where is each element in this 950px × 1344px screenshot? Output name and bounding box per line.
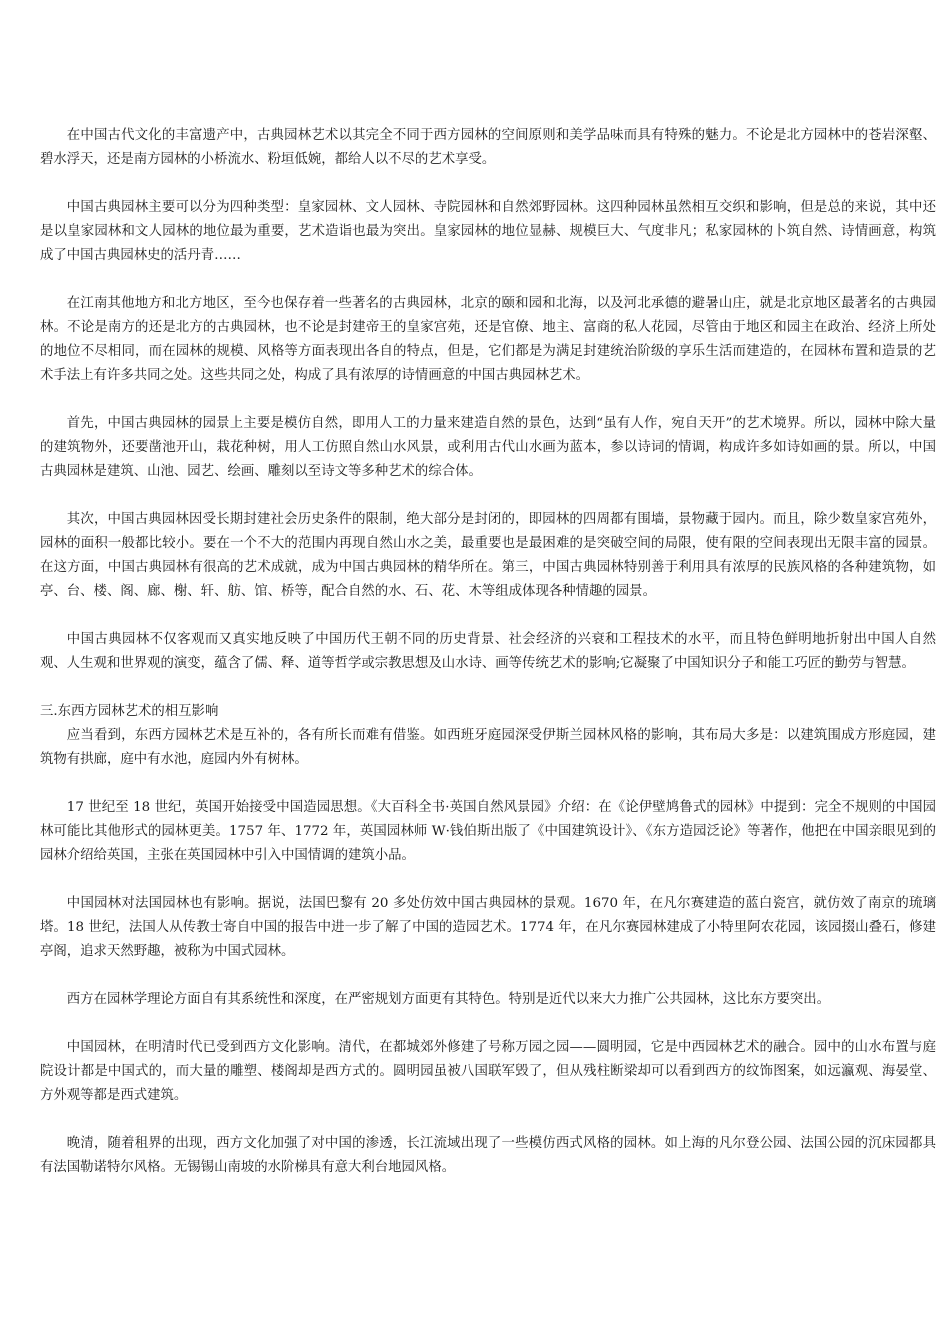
paragraph-enclosed-space: 其次，中国古典园林因受长期封建社会历史条件的限制，绝大部分是封闭的，即园林的四周都有围墙，景物藏于园内。而且，除少数皇家宫苑外，园林的面积一般都比较小。要在一个不大的范围内再现自然山水之美，最重要也是最困难的是突破空间的局限，使有限的空间表现出无限丰富的园景。在这方面，中国古典园林有很高的艺术成就，成为中国古典园林的精华所在。第三，中国古典园林特别善于利用具有浓厚的民族风格的各种建筑物，如亭、台、楼、阁、廊、榭、轩、舫、馆、桥等，配合自然的水、石、花、木等组成体现各种情趣的园景。	[40, 512, 936, 599]
document-body	[40, 124, 936, 1204]
paragraph-reflection: 中国古典园林不仅客观而又真实地反映了中国历代王朝不同的历史背景、社会经济的兴衰和工程技术的水平，而且特色鲜明地折射出中国人自然观、人生观和世界观的演变，蕴含了儒、释、道等哲学或宗教思想及山水诗、画等传统艺术的影响;它凝聚了中国知识分子和能工巧匠的勤劳与智慧。	[40, 632, 936, 671]
paragraph-western-theory: 西方在园林学理论方面自有其系统性和深度，在严密规划方面更有其特色。特别是近代以来大力推广公共园林，这比东方要突出。	[66, 992, 831, 1007]
paragraph-late-qing: 晚清，随着租界的出现，西方文化加强了对中国的渗透，长江流域出现了一些模仿西式风格的园林。如上海的凡尔登公园、法国公园的沉床园都具有法国勒诺特尔风格。无锡锡山南坡的水阶梯具有意大利台地园风格。	[40, 1136, 936, 1175]
paragraph-imitate-nature: 首先，中国古典园林的园景上主要是模仿自然，即用人工的力量来建造自然的景色，达到“虽有人作，宛自天开”的艺术境界。所以，园林中除大量的建筑物外，还要凿池开山，栽花种树，用人工仿照自然山水风景，或利用古代山水画为蓝本，参以诗词的情调，构成许多如诗如画的景。所以，中国古典园林是建筑、山池、园艺、绘画、雕刻以至诗文等多种艺术的综合体。	[40, 416, 936, 479]
paragraph-intro: 在中国古代文化的丰富遗产中，古典园林艺术以其完全不同于西方园林的空间原则和美学品味而具有特殊的魅力。不论是北方园林中的苍岩深壑、碧水浮天，还是南方园林的小桥流水、粉垣低婉，都给人以不尽的艺术享受。	[40, 128, 936, 167]
paragraph-complementary: 应当看到，东西方园林艺术是互补的，各有所长而难有借鉴。如西班牙庭园深受伊斯兰园林风格的影响，其布局大多是：以建筑围成方形庭园，建筑物有拱廊，庭中有水池，庭园内外有树林。	[40, 728, 936, 767]
paragraph-famous-gardens: 在江南其他地方和北方地区，至今也保存着一些著名的古典园林，北京的颐和园和北海，以及河北承德的避暑山庄，就是北京地区最著名的古典园林。不论是南方的还是北方的古典园林，也不论是封建帝王的皇家宫苑，还是官僚、地主、富商的私人花园，尽管由于地区和园主在政治、经济上所处的地位不尽相同，而在园林的规模、风格等方面表现出各自的特点，但是，它们都是为满足封建统治阶级的享乐生活而建造的，在园林布置和造景的艺术手法上有许多共同之处。这些共同之处，构成了具有浓厚的诗情画意的中国古典园林艺术。	[40, 296, 936, 383]
paragraph-france: 中国园林对法国园林也有影响。据说，法国巴黎有 20 多处仿效中国古典园林的景观。1670 年，在凡尔赛建造的蓝白瓷宫，就仿效了南京的琉璃塔。18 世纪，法国人从传教士寄自中国的报告中进一步了解了中国的造园艺术。1774 年，在凡尔赛园林建成了小特里阿农花园，该园掇山叠石，修建亭阁，追求天然野趣，被称为中国式园林。	[40, 896, 936, 959]
paragraph-england: 17 世纪至 18 世纪，英国开始接受中国造园思想。《大百科全书·英国自然风景园》介绍：在《论伊壁鸠鲁式的园林》中提到：完全不规则的中国园林可能比其他形式的园林更美。1757 年、1772 年，英国园林师 W·钱伯斯出版了《中国建筑设计》、《东方造园泛论》等著作，他把在中国亲眼见到的园林介绍给英国，主张在英国园林中引入中国情调的建筑小品。	[40, 800, 936, 863]
section-heading: 三.东西方园林艺术的相互影响	[40, 704, 219, 719]
paragraph-ming-qing: 中国园林，在明清时代已受到西方文化影响。清代，在都城郊外修建了号称万园之园——圆明园，它是中西园林艺术的融合。园中的山水布置与庭院设计都是中国式的，而大量的雕塑、楼阁却是西方式的。圆明园虽被八国联军毁了，但从残柱断梁却可以看到西方的纹饰图案，如远瀛观、海晏堂、方外观等都是西式建筑。	[40, 1040, 936, 1103]
paragraph-garden-types: 中国古典园林主要可以分为四种类型：皇家园林、文人园林、寺院园林和自然郊野园林。这四种园林虽然相互交织和影响，但是总的来说，其中还是以皇家园林和文人园林的地位最为重要，艺术造诣也最为突出。皇家园林的地位显赫、规模巨大、气度非凡；私家园林的卜筑自然、诗情画意，构筑成了中国古典园林史的活丹青……	[40, 200, 936, 263]
